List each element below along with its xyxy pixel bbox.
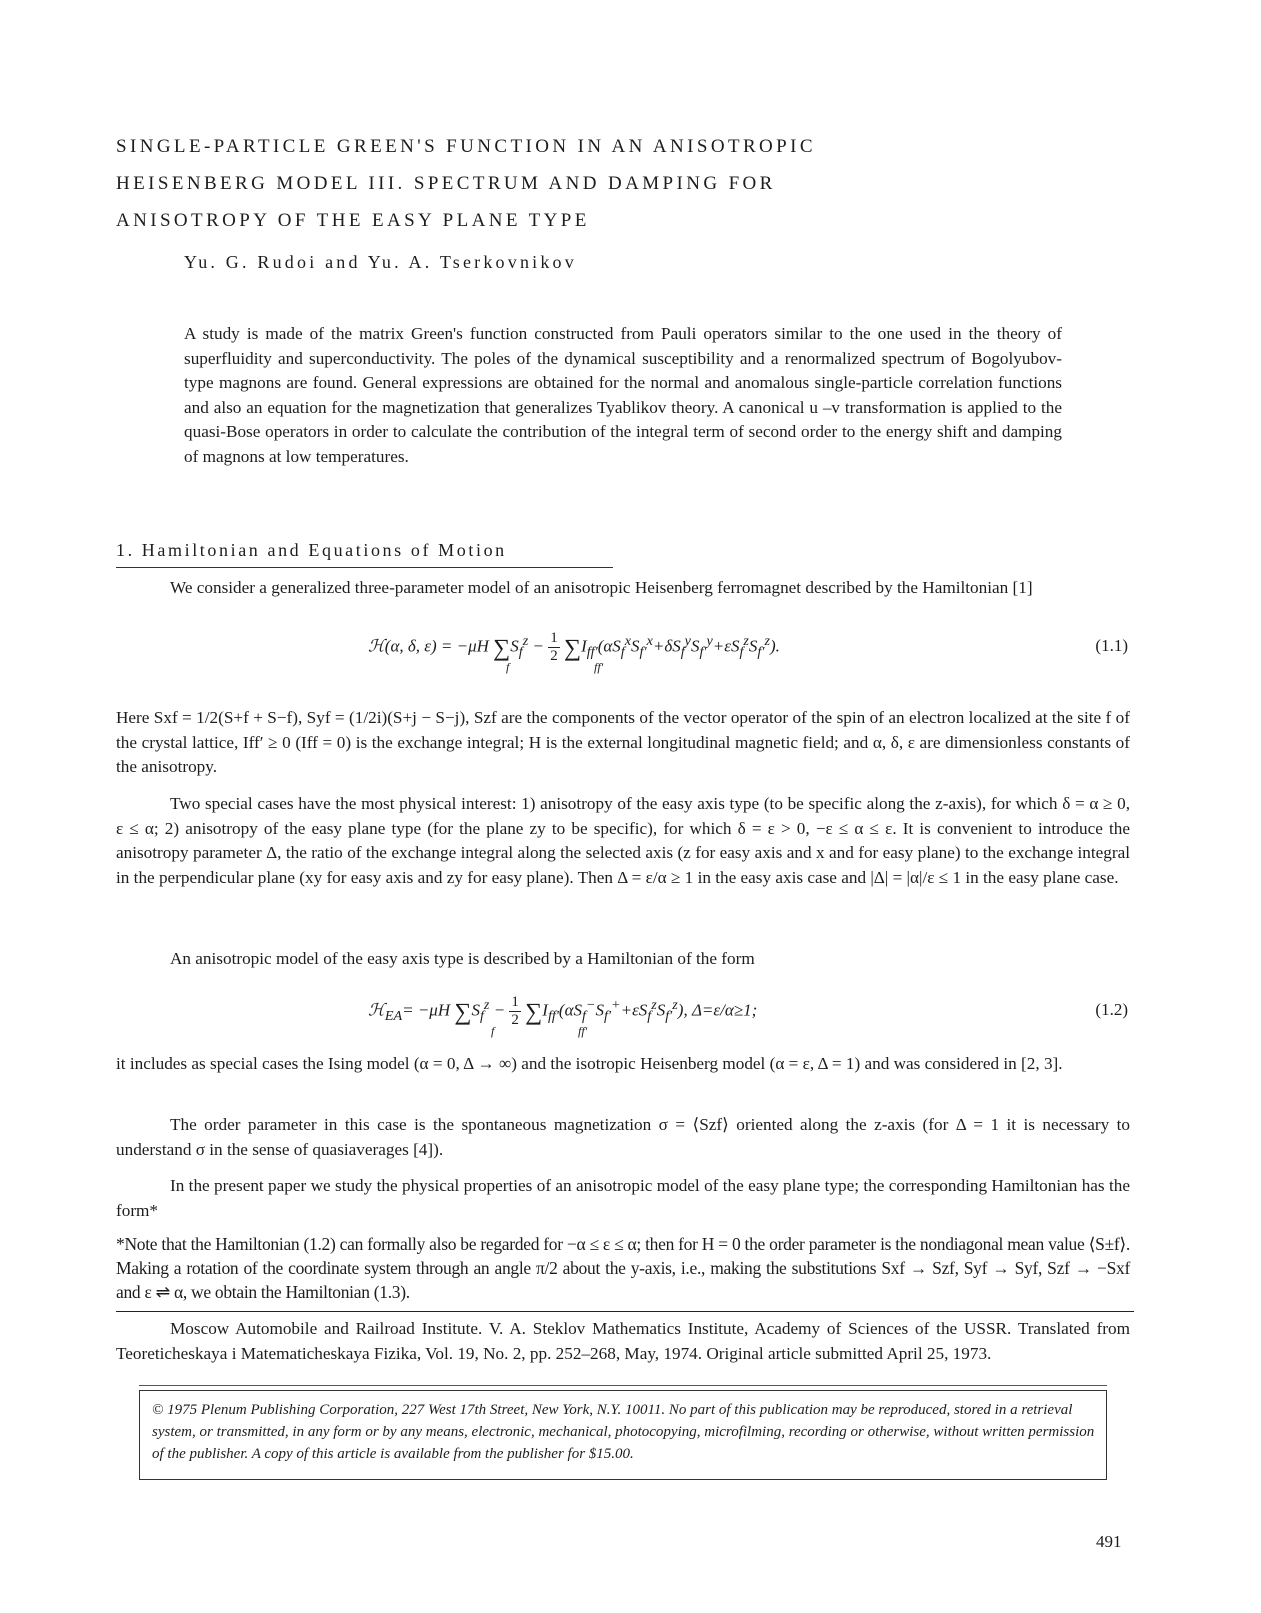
- paragraph-6: [116, 1113, 1130, 1162]
- paragraph-4-text: An anisotropic model of the easy axis type is described by a Hamiltonian of the form: [170, 949, 755, 968]
- sum-symbol: ∑: [525, 999, 543, 1026]
- section-underline: [116, 567, 613, 568]
- eq2-sum-index-1: f: [491, 1024, 495, 1038]
- equation-1-2: [116, 990, 1130, 1038]
- paragraph-1: [116, 576, 1130, 601]
- eq1-frac-den: 2: [550, 648, 558, 664]
- footnote-text: *Note that the Hamiltonian (1.2) can formally also be regarded for −α ≤ ε ≤ α; then for H = 0 the order parameter is the nondiagonal mean value ⟨S±f⟩. Making a rotation of the coordinate system through an angle π/2 about the y-axis, i.e., making the substitutions Sxf → Szf, Syf → Syf, Szf → −Sxf and ε ⇌ α, we obtain the Hamiltonian (1.3).: [116, 1234, 1130, 1302]
- eq2-lhs-sub: EA: [384, 1007, 403, 1024]
- eq1-body: S: [631, 636, 640, 656]
- equation-1-2-expression: ℋ$_{EA}$= −μH $\sum S_f^z$ − $\frac{1}{2}$ $\sum I_{ff'}(\alpha S_f^-S_{f'}^++\varepsilon S_f^zS_{f'}^z)$, Δ=ε/α≥1;: [368, 994, 758, 1028]
- eq1-lhs: ℋ(α, δ, ε) = −μH: [368, 636, 489, 656]
- eq1-sum-index-2: ff′: [594, 660, 604, 674]
- paragraph-3-text: Two special cases have the most physical interest: 1) anisotropy of the easy axis type (to be specific along the z-axis), for which δ = α ≥ 0, ε ≤ α; 2) anisotropy of the easy plane type (for the plane zy to be specific), for which δ = ε > 0, −ε ≤ α ≤ ε. It is convenient to introduce the anisotropy parameter Δ, the ratio of the exchange integral along the selected axis (z for easy axis and x and for easy plane) to the exchange integral in the perpendicular plane (xy for easy axis and zy for easy plane). Then Δ = ε/α ≥ 1 in the easy axis case and |Δ| = |α|/ε ≤ 1 in the easy plane case.: [116, 794, 1130, 887]
- page-number: 491: [1096, 1532, 1122, 1551]
- section-heading: 1. Hamiltonian and Equations of Motion: [116, 540, 507, 560]
- eq2-end: S: [595, 1000, 605, 1020]
- equation-number-1-2: (1.2): [1095, 1000, 1128, 1019]
- paragraph-5: [116, 1052, 1130, 1077]
- eq2-rhs: = −μH: [402, 1000, 451, 1020]
- eq2-lhs: ℋ: [368, 1000, 385, 1020]
- paragraph-1-text: We consider a generalized three-parameter model of an anisotropic Heisenberg ferromagnet described by the Hamiltonian [1]: [170, 578, 1033, 597]
- eq1-tail: +δS: [652, 636, 681, 656]
- paragraph-3: [116, 792, 1130, 890]
- eq1-frac-num: 1: [550, 630, 558, 646]
- eq1-fraction: [548, 630, 560, 665]
- paragraph-2-text: Here Sxf = 1/2(S+f + S−f), Syf = (1/2i)(S+j − S−j), Szf are the components of the vector operator of the spin of an electron localized at the site f of the crystal lattice, Iff′ ≥ 0 (Iff = 0) is the exchange integral; H is the external longitudinal magnetic field; and α, δ, ε are dimensionless constants of the anisotropy.: [116, 708, 1130, 777]
- abstract: [184, 322, 1062, 470]
- paragraph-7: [116, 1174, 1130, 1223]
- eq1-minus: −: [532, 636, 544, 656]
- eq2-frac-num: 1: [511, 994, 519, 1010]
- affiliation-text: Moscow Automobile and Railroad Institute. V. A. Steklov Mathematics Institute, Academy of Sciences of the USSR. Translated from Teoreticheskaya i Matematicheskaya Fizika, Vol. 19, No. 2, pp. 252–268, May, 1974. Original article submitted April 25, 1973.: [116, 1319, 1130, 1363]
- eq2-rest: (αS: [558, 1000, 583, 1020]
- equation-1-1: [116, 626, 1130, 674]
- eq2-minus: −: [493, 1000, 506, 1020]
- affiliation-note: [116, 1317, 1130, 1366]
- paragraph-7-text: In the present paper we study the physical properties of an anisotropic model of the easy plane type; the corresponding Hamiltonian has the form*: [116, 1176, 1130, 1220]
- eq1-tail3: +εS: [712, 636, 740, 656]
- eq2-body: I: [542, 1000, 548, 1020]
- title-line-1: SINGLE-PARTICLE GREEN'S FUNCTION IN AN ANISOTROPIC: [116, 136, 816, 157]
- footnote: [116, 1232, 1130, 1304]
- eq1-term2: I: [581, 636, 587, 656]
- eq2-tail2: S: [656, 1000, 666, 1020]
- title-line-3: ANISOTROPY OF THE EASY PLANE TYPE: [116, 210, 590, 231]
- equation-1-1-expression: ℋ(α, δ, ε) = −μH $\sum S_f^z$ − $\frac{1}{2}$ $\sum I_{ff'}(\alpha S_f^xS_{f'}^x+\delta S_f^yS_{f'}^y+\varepsilon S_f^zS_{f'}^z)$.: [368, 630, 780, 664]
- paragraph-5-text: it includes as special cases the Ising model (α = 0, Δ → ∞) and the isotropic Heisenberg model (α = ε, Δ = 1) and was considered in [2, 3].: [116, 1054, 1063, 1073]
- eq2-sum-index-2: ff′: [578, 1024, 588, 1038]
- eq2-tail3: ), Δ=ε/α≥1;: [677, 1000, 758, 1020]
- sum-symbol: ∑: [563, 635, 582, 662]
- title-line-2: HEISENBERG MODEL III. SPECTRUM AND DAMPING FOR: [116, 173, 776, 194]
- eq1-term1: S: [510, 636, 519, 656]
- eq2-frac-den: 2: [511, 1012, 519, 1028]
- eq2-fraction: [509, 994, 521, 1029]
- copyright-box: [139, 1390, 1107, 1480]
- eq1-tail2: S: [690, 636, 700, 656]
- eq1-end: ).: [769, 636, 780, 656]
- abstract-text: A study is made of the matrix Green's function constructed from Pauli operators similar to the one used in the theory of superfluidity and superconductivity. The poles of the dynamical susceptibility and a renormalized spectrum of Bogolyubov-type magnons are found. General expressions are obtained for the normal and anomalous single-particle correlation functions and also an equation for the magnetization that generalizes Tyablikov theory. A canonical u –v transformation is applied to the quasi-Bose operators in order to calculate the contribution of the integral term of second order to the energy shift and damping of magnons at low temperatures.: [184, 324, 1062, 466]
- equation-number-1-1: (1.1): [1095, 636, 1128, 655]
- eq2-tail: +εS: [620, 1000, 648, 1020]
- eq1-tail4: S: [748, 636, 758, 656]
- copyright-top-rule: [139, 1385, 1107, 1386]
- paragraph-4: [116, 947, 1130, 972]
- eq1-rest: (αS: [597, 636, 621, 656]
- copyright-text: © 1975 Plenum Publishing Corporation, 227 West 17th Street, New York, N.Y. 10011. No part of this publication may be reproduced, stored in a retrieval system, or transmitted, in any form or by any means, electronic, mechanical, photocopying, microfilming, recording or otherwise, without written permission of the publisher. A copy of this article is available from the publisher for $15.00.: [152, 1402, 1095, 1462]
- authors: Yu. G. Rudoi and Yu. A. Tserkovnikov: [184, 252, 577, 272]
- eq1-sum-index-1: f: [506, 660, 510, 674]
- paper-title: [116, 128, 1016, 239]
- paragraph-6-text: The order parameter in this case is the spontaneous magnetization σ = ⟨Szf⟩ oriented along the z-axis (for Δ = 1 it is necessary to understand σ in the sense of quasiaverages [4]).: [116, 1115, 1130, 1159]
- paragraph-2: [116, 706, 1130, 780]
- sum-symbol: ∑: [454, 999, 472, 1026]
- footnote-divider: [116, 1311, 1134, 1312]
- sum-symbol: ∑: [493, 635, 511, 662]
